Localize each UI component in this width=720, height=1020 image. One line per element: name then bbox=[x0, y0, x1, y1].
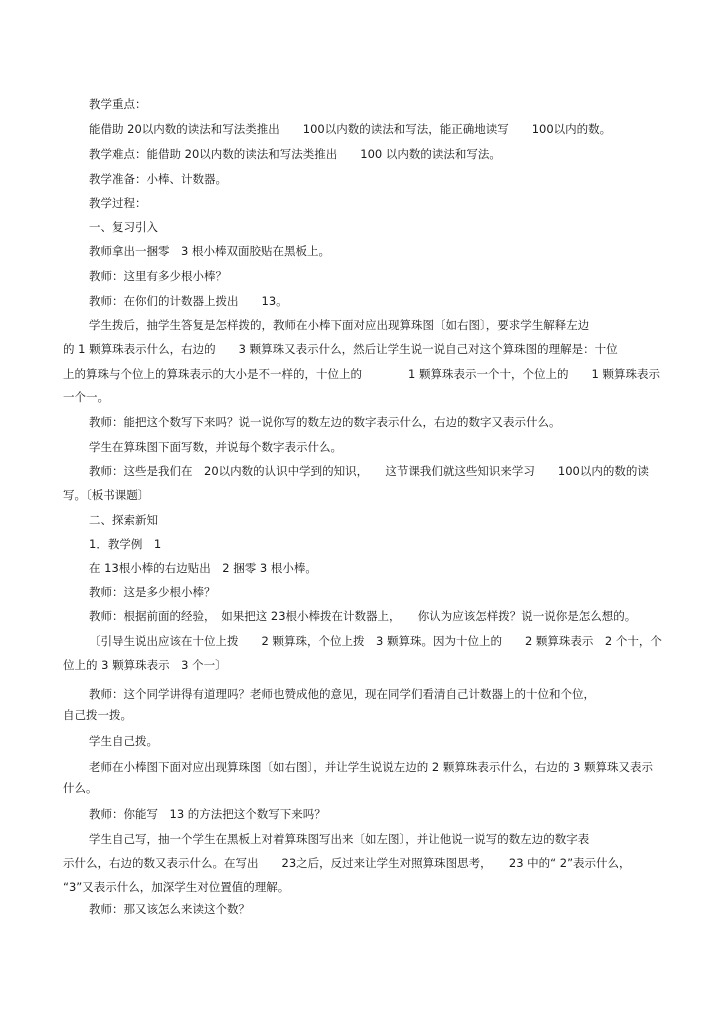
paragraph-line: 学生在算珠图下面写数，并说每个数字表示什么。 bbox=[89, 440, 342, 454]
heading-process: 教学过程： bbox=[89, 196, 147, 210]
paragraph-line: 自己拨一拨。 bbox=[63, 708, 132, 722]
heading-difficult-points: 教学难点：能借助 20以内数的读法和写法类推出 100 以内数的读法和写法。 bbox=[89, 147, 501, 161]
paragraph-line: 能借助 20以内数的读法和写法类推出 100以内数的读法和写法，能正确地读写 100以内的数。 bbox=[89, 122, 612, 136]
heading-key-points: 教学重点： bbox=[89, 97, 147, 111]
paragraph-line: 教师拿出一捆零 3 根小棒双面胶贴在黑板上。 bbox=[89, 244, 330, 258]
paragraph-line: 示什么，右边的数又表示什么。在写出 23之后，反过来让学生对照算珠图思考， 23 中的“ 2”表示什么， bbox=[63, 856, 631, 870]
paragraph-line: 位上的 3 颗算珠表示 3 个一〕 bbox=[63, 658, 227, 672]
paragraph-line: 教师：你能写 13 的方法把这个数写下来吗？ bbox=[89, 807, 326, 821]
paragraph-line: 一个一。 bbox=[63, 390, 109, 404]
paragraph-line: 学生拨后，抽学生答复是怎样拨的，教师在小棒下面对应出现算珠图〔如右图〕，要求学生解释左边 bbox=[89, 318, 590, 332]
subsection-heading: 1．教学例 1 bbox=[89, 537, 162, 551]
paragraph-line: 学生自己写，抽一个学生在黑板上对着算珠图写出来〔如左图〕，并让他说一说写的数左边的数字表 bbox=[89, 832, 590, 846]
paragraph-line: “3”又表示什么，加深学生对位置值的理解。 bbox=[63, 880, 290, 894]
heading-preparation: 教学准备：小棒、计数器。 bbox=[89, 172, 227, 186]
paragraph-line: 教师：在你们的计数器上拨出 13。 bbox=[89, 294, 288, 308]
paragraph-line: 教师：这是多少根小棒？ bbox=[89, 585, 216, 599]
paragraph-line: 教师：这个同学讲得有道理吗？老师也赞成他的意见，现在同学们看清自己计数器上的十位和个位， bbox=[89, 687, 595, 701]
paragraph-line: 老师在小棒图下面对应出现算珠图〔如右图〕，并让学生说说左边的 2 颗算珠表示什么，右边的 3 颗算珠又表示 bbox=[89, 760, 653, 774]
paragraph-line: 〔引导生说出应该在十位上拨 2 颗算珠，个位上拨 3 颗算珠。因为十位上的 2 颗算珠表示 2 个十，个 bbox=[89, 634, 662, 648]
section-heading: 一、复习引入 bbox=[89, 220, 158, 234]
paragraph-line: 教师：能把这个数写下来吗？说一说你写的数左边的数字表示什么，右边的数字又表示什么。 bbox=[89, 415, 561, 429]
paragraph-line: 什么。 bbox=[63, 781, 98, 795]
paragraph-line: 写。〔板书课题〕 bbox=[63, 488, 150, 502]
paragraph-line: 教师：那又该怎么来读这个数？ bbox=[89, 902, 250, 916]
paragraph-line: 的 1 颗算珠表示什么，右边的 3 颗算珠又表示什么，然后让学生说一说自己对这个算珠图的理解是：十位 bbox=[63, 342, 618, 356]
paragraph-line: 教师：根据前面的经验， 如果把这 23根小棒拨在计数器上， 你认为应该怎样拨？说一说你是怎么想的。 bbox=[89, 609, 637, 623]
paragraph-line: 上的算珠与个位上的算珠表示的大小是不一样的，十位上的 1 颗算珠表示一个十，个位上的 1 颗算珠表示 bbox=[63, 367, 660, 381]
paragraph-line: 在 13根小棒的右边贴出 2 捆零 3 根小棒。 bbox=[89, 561, 317, 575]
paragraph-line: 教师：这些是我们在 20以内数的认识中学到的知识， 这节课我们就这些知识来学习 100以内的数的读 bbox=[89, 464, 649, 478]
section-heading: 二、探索新知 bbox=[89, 513, 158, 527]
paragraph-line: 教师：这里有多少根小棒？ bbox=[89, 269, 227, 283]
paragraph-line: 学生自己拨。 bbox=[89, 734, 158, 748]
